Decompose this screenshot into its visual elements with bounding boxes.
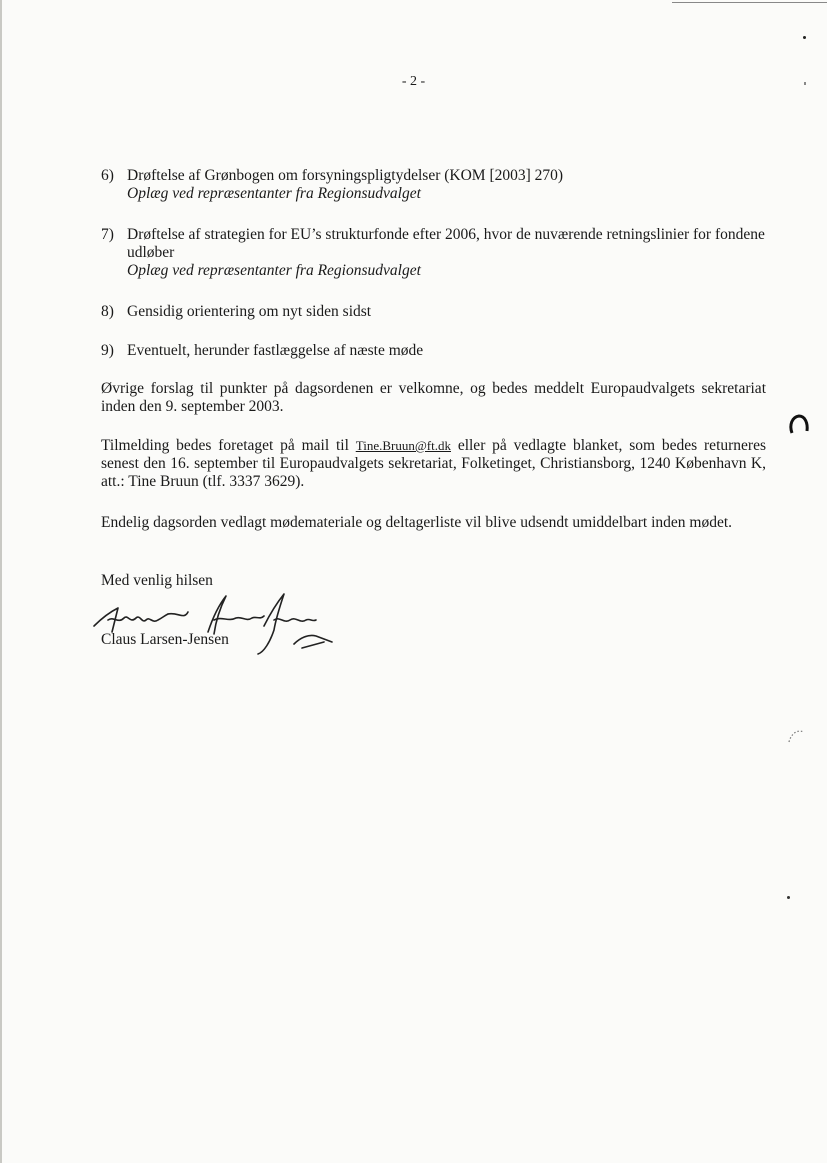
agenda-item-8	[101, 303, 766, 321]
agenda-item-number: 8)	[101, 303, 114, 320]
margin-punch-mark	[788, 413, 810, 437]
agenda-item-title: Eventuelt, herunder fastlæggelse af næste møde	[127, 342, 424, 359]
scan-dot	[804, 82, 806, 85]
header-rule	[672, 2, 827, 3]
registration-paragraph	[101, 437, 766, 491]
agenda-item-number: 7)	[101, 226, 114, 243]
signatory-name: Claus Larsen-Jensen	[101, 631, 229, 648]
scan-dot	[787, 896, 790, 899]
page-number: - 2 -	[401, 74, 426, 89]
registration-text: Tilmelding bedes foretaget på mail til	[101, 437, 356, 454]
scan-dot	[803, 36, 806, 39]
scan-edge	[0, 0, 2, 1163]
agenda-item-7	[101, 226, 766, 280]
closing-greeting: Med venlig hilsen	[101, 572, 213, 589]
email-link[interactable]: Tine.Bruun@ft.dk	[355, 438, 451, 453]
agenda-item-number: 9)	[101, 342, 114, 359]
final-agenda-paragraph: Endelig dagsorden vedlagt mødemateriale og deltagerliste vil blive udsendt umiddelbart inden mødet.	[101, 514, 733, 531]
registration-text-cont: eller på vedlagte blanket, som bedes returneres senest den 16. september til Europaudvalgets sekretariat, Folketinget, Christiansborg, 1240 København K, att.: Tine Bruun (tlf. 3337 3629).	[101, 437, 766, 490]
agenda-item-title: Drøftelse af Grønbogen om forsyningspligtydelser (KOM [2003] 270)	[127, 167, 564, 184]
margin-scan-speck	[786, 726, 810, 746]
agenda-item-subtitle: Oplæg ved repræsentanter fra Regionsudvalget	[127, 185, 421, 202]
proposals-paragraph: Øvrige forslag til punkter på dagsordenen er velkomne, og bedes meddelt Europaudvalgets sekretariat inden den 9. september 2003.	[101, 380, 766, 415]
handwritten-signature	[88, 590, 348, 660]
agenda-item-subtitle: Oplæg ved repræsentanter fra Regionsudvalget	[127, 262, 421, 279]
agenda-item-6	[101, 167, 766, 203]
agenda-item-title: Drøftelse af strategien for EU’s strukturfonde efter 2006, hvor de nuværende retningslinier for fondene udløber	[127, 226, 765, 261]
agenda-item-title: Gensidig orientering om nyt siden sidst	[127, 303, 372, 320]
agenda-item-9	[101, 342, 766, 360]
agenda-item-number: 6)	[101, 167, 114, 184]
